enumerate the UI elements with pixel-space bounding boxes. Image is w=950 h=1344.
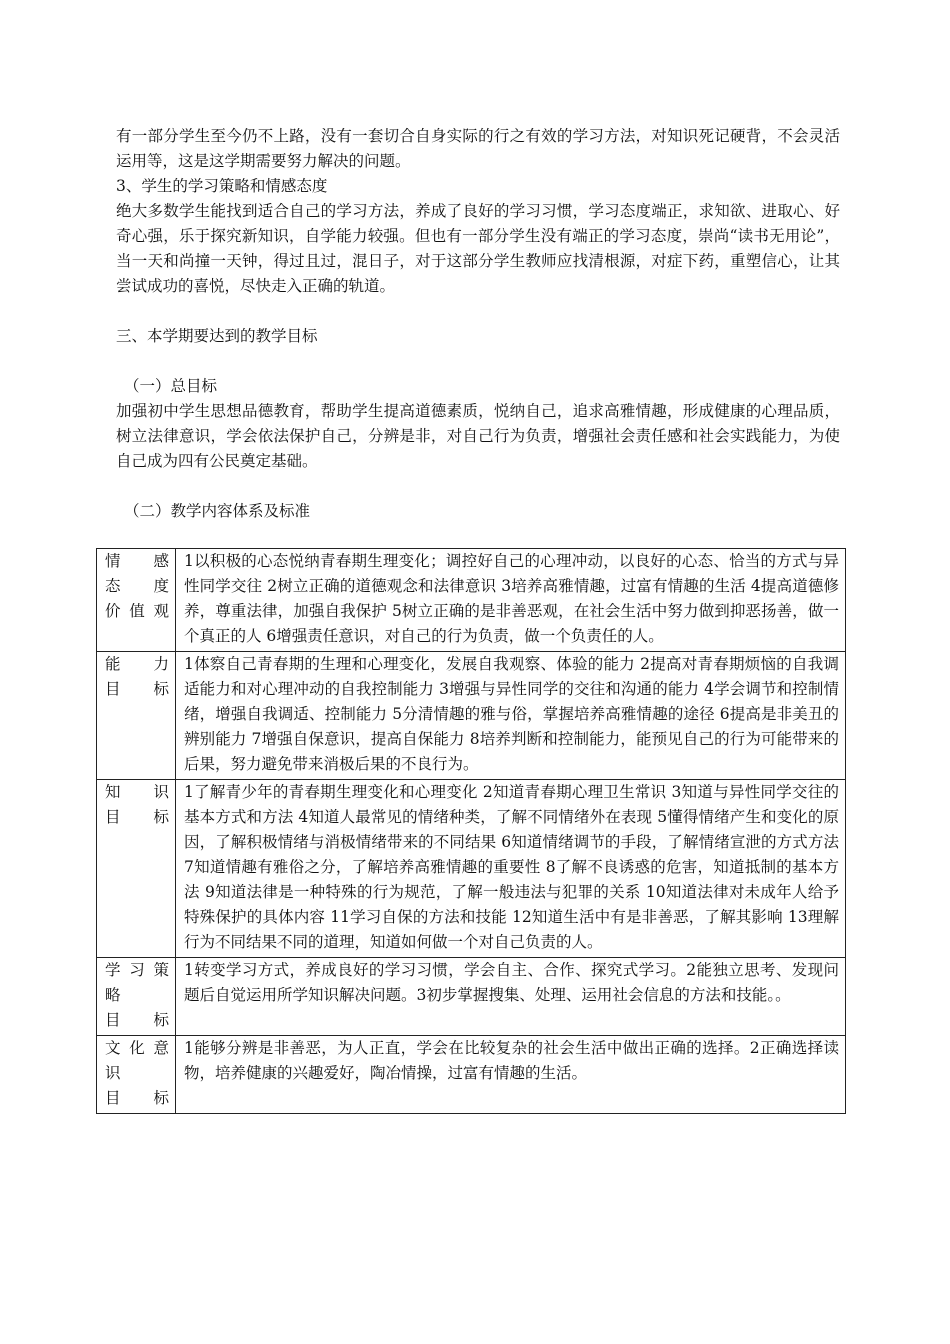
paragraph-learning-attitude: 绝大多数学生能找到适合自己的学习方法，养成了良好的学习习惯，学习态度端正，求知欲、进取心、好奇心强，乐于探究新知识，自学能力较强。但也有一部分学生没有端正的学习态度，崇尚“读书无用论”，当一天和尚撞一天钟，得过且过，混日子，对于这部分学生教师应找清根源，对症下药，重塑信心，让其尝试成功的喜悦，尽快走入正确的轨道。 xyxy=(116,202,840,295)
subheading-content-system: （二）教学内容体系及标准 xyxy=(124,502,311,520)
row-content: 1了解青少年的青春期生理变化和心理变化 2知道青春期心理卫生常识 3知道与异性同学交往的基本方式和方法 4知道人最常见的情绪种类，了解不同情绪外在表现 5懂得情绪产生和变化的原因，了解积极情绪与消极情绪带来的不同结果 6知道情绪调节的手段，了解情绪宣泄的方式方法 7知道情趣有雅俗之分，了解培养高雅情趣的重要性 8了解不良诱惑的危害，知道抵制的基本方法 9知道法律是一种特殊的行为规范，了解一般违法与犯罪的关系 10知道法律对未成年人给予特殊保护的具体内容 11学习自保的方法和技能 12知道生活中有是非善恶，了解其影响 13理解行为不同结果不同的道理，知道如何做一个对自己负责的人。 xyxy=(176,780,846,958)
row-category: 文化意 识 目标 xyxy=(97,1036,176,1114)
document-body xyxy=(116,124,840,524)
row-content: 1能够分辨是非善恶，为人正直，学会在比较复杂的社会生活中做出正确的选择。2正确选择读物，培养健康的兴趣爱好，陶冶情操，过富有情趣的生活。 xyxy=(176,1036,846,1114)
paragraph-learning-problems: 有一部分学生至今仍不上路，没有一套切合自身实际的行之有效的学习方法，对知识死记硬背，不会灵活运用等，这是这学期需要努力解决的问题。 xyxy=(116,127,840,170)
row-category: 情感 态度 价值观 xyxy=(97,549,176,652)
row-category: 学习策 略 目标 xyxy=(97,958,176,1036)
standards-table xyxy=(96,548,846,1114)
table-row xyxy=(97,1036,846,1114)
row-category: 能力 目标 xyxy=(97,652,176,780)
table-row xyxy=(97,958,846,1036)
table-row xyxy=(97,780,846,958)
subheading-overall-goal: （一）总目标 xyxy=(124,377,218,395)
row-content: 1以积极的心态悦纳青春期生理变化；调控好自己的心理冲动，以良好的心态、恰当的方式与异性同学交往 2树立正确的道德观念和法律意识 3培养高雅情趣，过富有情趣的生活 4提高道德修养，尊重法律，加强自我保护 5树立正确的是非善恶观，在社会生活中努力做到抑恶扬善，做一个真正的人 6增强责任意识，对自己的行为负责，做一个负责任的人。 xyxy=(176,549,846,652)
row-category: 知识 目标 xyxy=(97,780,176,958)
table-row xyxy=(97,549,846,652)
section-heading-teaching-goals: 三、本学期要达到的教学目标 xyxy=(116,327,318,345)
row-content: 1转变学习方式，养成良好的学习习惯，学会自主、合作、探究式学习。2能独立思考、发现问题后自觉运用所学知识解决问题。3初步掌握搜集、处理、运用社会信息的方法和技能。。 xyxy=(176,958,846,1036)
row-content: 1体察自己青春期的生理和心理变化，发展自我观察、体验的能力 2提高对青春期烦恼的自我调适能力和对心理冲动的自我控制能力 3增强与异性同学的交往和沟通的能力 4学会调节和控制情绪，增强自我调适、控制能力 5分清情趣的雅与俗，掌握培养高雅情趣的途径 6提高是非美丑的辨别能力 7增强自保意识，提高自保能力 8培养判断和控制能力，能预见自己的行为可能带来的后果，努力避免带来消极后果的不良行为。 xyxy=(176,652,846,780)
table-row xyxy=(97,652,846,780)
paragraph-overall-goal: 加强初中学生思想品德教育，帮助学生提高道德素质，悦纳自己，追求高雅情趣，形成健康的心理品质，树立法律意识，学会依法保护自己，分辨是非，对自己行为负责，增强社会责任感和社会实践能力，为使自己成为四有公民奠定基础。 xyxy=(116,402,840,470)
heading-learning-strategy: 3、学生的学习策略和情感态度 xyxy=(116,177,328,195)
